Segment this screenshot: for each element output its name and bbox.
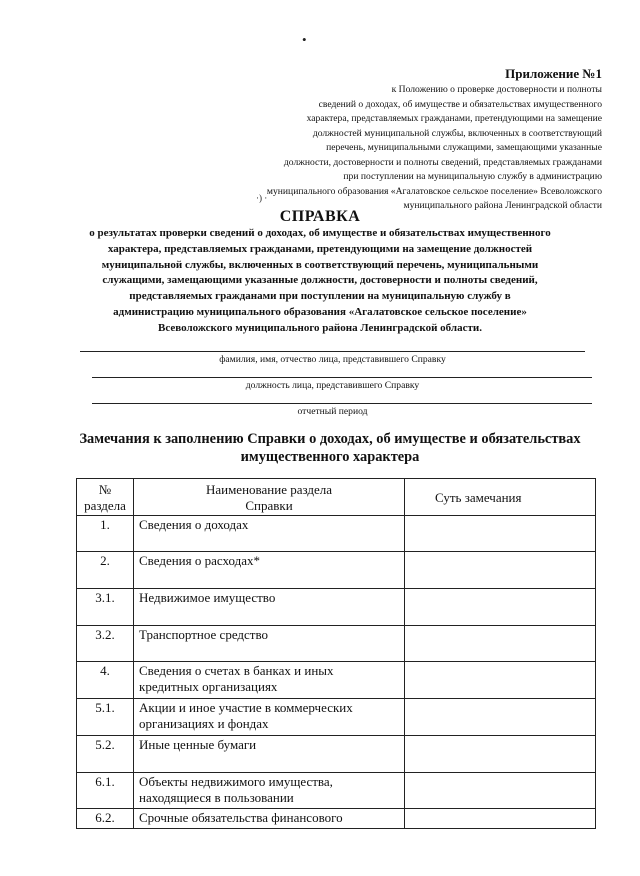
- appendix-line: при поступлении на муниципальную службу в администрацию: [343, 171, 602, 182]
- row-section-name: [134, 516, 405, 552]
- row-section-name-line: находящиеся в пользовании: [139, 790, 294, 805]
- appendix-line: сведений о доходах, об имуществе и обязательствах имущественного: [318, 98, 602, 110]
- row-section-name-line: Сведения о расходах*: [139, 553, 260, 568]
- table-row: [77, 736, 596, 773]
- table-row: [77, 773, 596, 809]
- table-row: [77, 699, 596, 736]
- subtitle-line: представляемых гражданами при поступлении на муниципальную службу в: [129, 290, 511, 303]
- row-number: 6.2.: [77, 809, 134, 829]
- header-remark-cell: [405, 479, 596, 516]
- remarks-heading-line: Замечания к заполнению Справки о доходах, об имуществе и обязательствах: [79, 431, 581, 447]
- row-remark[interactable]: [405, 809, 596, 829]
- row-number: 4.: [77, 662, 134, 699]
- subtitle-line: муниципальной службы, включенных в соответствующий перечень, муниципальными: [101, 258, 539, 271]
- row-remark[interactable]: [405, 516, 596, 552]
- row-section-name-line: Сведения о доходах: [139, 517, 249, 532]
- table-row: [77, 516, 596, 552]
- row-number: 3.2.: [77, 626, 134, 662]
- subtitle-line: характера, представляемых гражданами, претендующими на замещение должностей: [107, 242, 533, 255]
- fio-caption: фамилия, имя, отчество лица, представившего Справку: [219, 354, 446, 365]
- row-remark[interactable]: [405, 699, 596, 736]
- appendix-line: должности, достоверности и полноты сведений, представляемых гражданами: [283, 156, 602, 168]
- header-name-cell: [134, 479, 405, 516]
- appendix-line: должностей муниципальной службы, включенных в соответствующий: [312, 127, 602, 139]
- row-section-name-line: кредитных организациях: [139, 679, 278, 694]
- appendix-line: перечень, муниципальными служащими, замещающими указанные: [326, 142, 602, 153]
- row-remark[interactable]: [405, 736, 596, 773]
- row-number: 3.1.: [77, 589, 134, 626]
- table-row: [77, 589, 596, 626]
- subtitle-line: служащими, замещающими указанные должности, достоверности и полноты сведений,: [102, 274, 538, 287]
- header-name-label: Наименование раздела: [205, 481, 333, 497]
- remarks-heading: [60, 430, 600, 466]
- appendix-line: муниципального образования «Агалатовское сельское поселение» Всеволожского: [266, 185, 602, 197]
- remarks-heading-line: имущественного характера: [240, 449, 420, 465]
- row-number: 6.1.: [77, 773, 134, 809]
- row-section-name: [134, 552, 405, 589]
- row-section-name: [134, 699, 405, 736]
- row-section-name-line: Иные ценные бумаги: [139, 737, 257, 752]
- row-section-name: [134, 809, 405, 829]
- subtitle-line: Всеволожского муниципального района Ленинградской области.: [158, 321, 482, 334]
- appendix-line: к Положению о проверке достоверности и полноты: [391, 84, 602, 95]
- header-remark-label: Суть замечания: [435, 489, 522, 505]
- header-number-cell: [77, 479, 134, 516]
- row-remark[interactable]: [405, 552, 596, 589]
- page-small-marks: ·) ·: [256, 193, 268, 203]
- row-remark[interactable]: [405, 773, 596, 809]
- position-line: [92, 377, 592, 378]
- row-section-name-line: Сведения о счетах в банках и иных: [139, 663, 334, 678]
- header-number-label: №: [98, 481, 112, 497]
- row-section-name-line: Объекты недвижимого имущества,: [139, 774, 333, 789]
- header-name-label: Справки: [245, 497, 293, 513]
- row-number: 5.1.: [77, 699, 134, 736]
- position-caption: должность лица, представившего Справку: [245, 380, 420, 391]
- row-number: 5.2.: [77, 736, 134, 773]
- table-header-row: [77, 479, 596, 516]
- row-section-name: [134, 589, 405, 626]
- table-row: [77, 626, 596, 662]
- appendix-title: Приложение №1: [505, 66, 602, 81]
- period-line: [92, 403, 592, 404]
- row-section-name-line: Срочные обязательства финансового: [139, 810, 343, 825]
- table-row: [77, 809, 596, 829]
- period-caption: отчетный период: [297, 406, 368, 417]
- appendix-line: характера, представляемых гражданами, претендующими на замещение: [306, 113, 602, 124]
- table-row: [77, 552, 596, 589]
- row-section-name-line: Транспортное средство: [139, 627, 269, 642]
- page-dot-mark: •: [302, 32, 307, 47]
- row-section-name-line: Недвижимое имущество: [139, 590, 276, 605]
- row-number: 1.: [77, 516, 134, 552]
- row-remark[interactable]: [405, 589, 596, 626]
- subtitle-line: о результатах проверки сведений о доходах, об имуществе и обязательствах имущественного: [89, 227, 551, 239]
- table-row: [77, 662, 596, 699]
- row-number: 2.: [77, 552, 134, 589]
- row-section-name: [134, 662, 405, 699]
- remarks-table: [76, 478, 596, 829]
- row-section-name: [134, 626, 405, 662]
- subtitle-line: администрацию муниципального образования «Агалатовское сельское поселение»: [113, 305, 527, 318]
- document-subtitle: [70, 226, 570, 337]
- row-section-name-line: Акции и иное участие в коммерческих: [139, 700, 353, 715]
- header-number-label: раздела: [84, 497, 126, 513]
- row-section-name-line: организациях и фондах: [139, 716, 269, 731]
- fio-line: [80, 351, 585, 352]
- appendix-line: муниципального района Ленинградской области: [403, 200, 602, 211]
- row-section-name: [134, 736, 405, 773]
- document-title: СПРАВКА: [279, 208, 361, 225]
- row-remark[interactable]: [405, 662, 596, 699]
- row-section-name: [134, 773, 405, 809]
- row-remark[interactable]: [405, 626, 596, 662]
- appendix-header: [182, 66, 602, 214]
